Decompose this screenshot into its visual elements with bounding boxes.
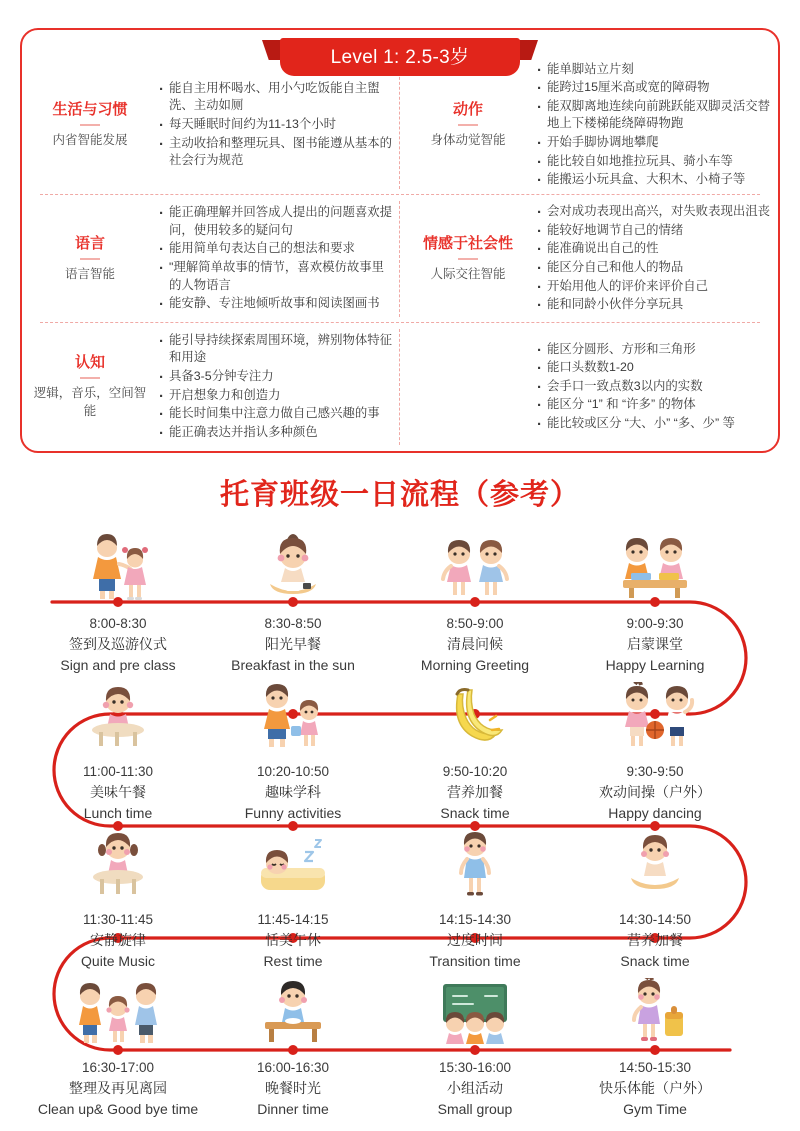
two-children-greeting-icon <box>385 528 565 600</box>
schedule-item[interactable] <box>565 824 745 972</box>
schedule-item[interactable] <box>385 676 565 824</box>
schedule-labels <box>565 1044 745 1120</box>
schedule-time: 8:50-9:00 <box>446 616 504 631</box>
skill-category-subtitle: 逻辑，音乐，空间智能 <box>33 385 147 419</box>
standing-child-icon <box>385 824 565 896</box>
schedule-item[interactable] <box>28 972 208 1120</box>
schedule-name-cn: 安静旋律 <box>90 932 146 949</box>
schedule-time: 10:20-10:50 <box>256 764 330 779</box>
schedule-name-cn: 趣味学科 <box>265 784 321 801</box>
schedule-labels <box>385 600 565 676</box>
schedule-name-en: Funny activities <box>244 805 342 822</box>
schedule-labels <box>203 1044 383 1120</box>
skills-grid <box>22 56 778 451</box>
divider <box>80 124 100 126</box>
schedule-labels <box>28 896 208 972</box>
child-dinner-icon <box>203 972 383 1044</box>
schedule-title: 托育班级一日流程（参考） <box>219 479 580 511</box>
schedule-labels <box>565 600 745 676</box>
skill-block-cognition <box>22 323 400 451</box>
schedule-name-en: Snack time <box>440 805 510 822</box>
skill-category-title: 情感于社会性 <box>422 235 513 252</box>
skill-bullet: · 开启想象力和创造力 <box>158 387 394 405</box>
level-banner <box>262 38 538 80</box>
schedule-time: 14:30-14:50 <box>618 912 692 927</box>
schedule-name-cn: 美味午餐 <box>90 784 146 801</box>
schedule-name-cn: 营养加餐 <box>627 932 683 949</box>
schedule-name-en: Rest time <box>263 953 323 970</box>
teacher-activity-icon <box>203 676 383 748</box>
schedule-item[interactable] <box>565 972 745 1120</box>
skills-row <box>22 323 778 451</box>
schedule-item[interactable] <box>203 676 383 824</box>
child-gym-icon <box>565 972 745 1044</box>
skill-bullet: · 能自主用杯喝水、用小勺吃饭能自主盥洗、主动如厕 <box>158 80 394 115</box>
schedule-time: 9:00-9:30 <box>626 616 684 631</box>
level-title: Level 1: 2.5-3岁 <box>330 46 470 68</box>
banana-icon <box>385 676 565 748</box>
divider <box>458 124 478 126</box>
schedule-name-cn: 恬美午休 <box>265 932 321 949</box>
schedule-name-en: Transition time <box>429 953 521 970</box>
schedule-labels <box>565 748 745 824</box>
schedule-time: 11:00-11:30 <box>82 764 154 779</box>
skill-bullet: · 能比较自如地推拉玩具、骑小车等 <box>536 153 772 171</box>
child-snack-icon <box>565 824 745 896</box>
schedule-time: 8:00-8:30 <box>89 616 147 631</box>
schedule-name-en: Quite Music <box>81 953 155 970</box>
child-sleeping-icon <box>203 824 383 896</box>
schedule-time: 15:30-16:00 <box>438 1060 512 1075</box>
skill-category-subtitle: 内省智能发展 <box>52 133 128 148</box>
skill-bullet: · 主动收拾和整理玩具、图书能遵从基本的社会行为规范 <box>158 135 394 170</box>
timeline-row <box>0 528 800 676</box>
schedule-name-cn: 营养加餐 <box>447 784 503 801</box>
skill-bullet: · 能和同龄小伙伴分享玩具 <box>536 296 772 314</box>
skill-bullet: · 开始用他人的评价来评价自己 <box>536 278 772 296</box>
skill-bullet: · 能比较或区分 “大、小” “多、少” 等 <box>536 415 772 433</box>
skill-block-emotion-social <box>400 195 778 324</box>
skill-bullet: · 能用简单句表达自己的想法和要求 <box>158 240 394 258</box>
skill-bullet: · 能口头数数1-20 <box>536 359 772 377</box>
divider <box>80 377 100 379</box>
schedule-item[interactable] <box>385 528 565 676</box>
skill-category <box>28 101 156 149</box>
skills-row <box>22 195 778 324</box>
schedule-name-en: Dinner time <box>257 1101 329 1118</box>
skill-bullet: · 能区分自己和他人的物品 <box>536 259 772 277</box>
skill-category <box>406 235 534 283</box>
schedule-name-en: Morning Greeting <box>420 657 530 674</box>
schedule-item[interactable] <box>565 676 745 824</box>
schedule-time: 8:30-8:50 <box>264 616 322 631</box>
schedule-name-cn: 阳光早餐 <box>265 636 321 653</box>
skill-bullet-list <box>156 80 394 171</box>
schedule-name-cn: 过度时间 <box>447 932 503 949</box>
schedule-labels <box>28 600 208 676</box>
child-at-table-icon <box>28 824 208 896</box>
skill-bullet: · 每天睡眠时间约为11-13个小时 <box>158 116 394 134</box>
skill-bullet-list <box>156 204 394 314</box>
divider <box>458 258 478 260</box>
skill-bullet: · 能单脚站立片刻 <box>536 61 772 79</box>
schedule-name-en: Snack time <box>620 953 690 970</box>
schedule-time: 9:30-9:50 <box>626 764 684 779</box>
skill-category <box>406 101 534 149</box>
skill-bullet-list <box>156 332 394 443</box>
child-lunch-icon <box>28 676 208 748</box>
schedule-name-cn: 晚餐时光 <box>265 1080 321 1097</box>
schedule-labels <box>203 896 383 972</box>
schedule-time: 16:30-17:00 <box>81 1060 155 1075</box>
skills-card <box>20 28 780 453</box>
schedule-labels <box>28 748 208 824</box>
schedule-labels <box>385 1044 565 1120</box>
skill-bullet: · 会手口一致点数3以内的实数 <box>536 378 772 396</box>
skill-bullet: · 能区分 “1” 和 “许多” 的物体 <box>536 396 772 414</box>
schedule-time: 11:30-11:45 <box>82 912 154 927</box>
family-goodbye-icon <box>28 972 208 1044</box>
child-eating-icon <box>203 528 383 600</box>
schedule-name-en: Small group <box>437 1101 513 1118</box>
schedule-time: 16:00-16:30 <box>256 1060 330 1075</box>
skill-bullet: · 能长时间集中注意力做自己感兴趣的事 <box>158 405 394 423</box>
skill-block-cognition-extra <box>400 323 778 451</box>
skill-bullet-list <box>534 203 772 315</box>
schedule-name-en: Happy Learning <box>605 657 705 674</box>
skill-category-subtitle: 语言智能 <box>64 266 115 281</box>
schedule-name-cn: 快乐体能（户外） <box>599 1080 711 1097</box>
skill-bullet: · 能正确表达并指认多种颜色 <box>158 424 394 442</box>
schedule-time: 9:50-10:20 <box>442 764 508 779</box>
schedule-time: 14:50-15:30 <box>618 1060 692 1075</box>
skill-bullet-list <box>534 61 772 190</box>
schedule-time: 14:15-14:30 <box>438 912 512 927</box>
schedule-item[interactable] <box>385 824 565 972</box>
schedule-name-cn: 整理及再见离园 <box>69 1080 167 1097</box>
schedule-name-cn: 清晨问候 <box>447 636 503 653</box>
schedule-labels <box>565 896 745 972</box>
schedule-item[interactable] <box>28 824 208 972</box>
schedule-labels <box>385 896 565 972</box>
schedule-item[interactable] <box>28 676 208 824</box>
teacher-and-child-icon <box>28 528 208 600</box>
skill-bullet: · 能较好地调节自己的情绪 <box>536 222 772 240</box>
skill-category <box>28 235 156 283</box>
skill-block-language <box>22 195 400 324</box>
schedule-item[interactable] <box>385 972 565 1120</box>
schedule-item[interactable] <box>203 528 383 676</box>
skill-category-title: 语言 <box>74 235 105 252</box>
schedule-item[interactable] <box>28 528 208 676</box>
skill-bullet: · 能双脚离地连续向前跳跃能双脚灵活交替地上下楼梯能绕障碍物跑 <box>536 98 772 133</box>
skill-category <box>28 354 156 420</box>
daily-schedule-timeline <box>0 510 800 1130</box>
skill-bullet: · 能安静、专注地倾听故事和阅读图画书 <box>158 295 394 313</box>
schedule-name-en: Lunch time <box>83 805 153 822</box>
skill-bullet: · 能引导持续探索周围环境，辨别物体特征和用途 <box>158 332 394 367</box>
skill-bullet-list <box>534 341 772 434</box>
skill-bullet: · 能区分圆形、方形和三角形 <box>536 341 772 359</box>
children-ball-icon <box>565 676 745 748</box>
schedule-labels <box>203 748 383 824</box>
skill-category-title: 动作 <box>452 101 483 119</box>
skill-bullet: · 能正确理解并回答成人提出的问题喜欢提问，使用较多的疑问句 <box>158 204 394 239</box>
group-blackboard-icon <box>385 972 565 1044</box>
timeline-row <box>0 972 800 1120</box>
schedule-time: 11:45-14:15 <box>257 912 329 927</box>
schedule-name-cn: 欢动间操（户外） <box>599 784 711 801</box>
schedule-labels <box>28 1044 208 1120</box>
schedule-labels <box>385 748 565 824</box>
skill-category-subtitle: 人际交往智能 <box>430 266 506 281</box>
timeline-row <box>0 676 800 824</box>
skill-bullet: · 开始手脚协调地攀爬 <box>536 134 772 152</box>
divider <box>80 258 100 260</box>
schedule-name-en: Gym Time <box>623 1101 687 1118</box>
skill-bullet: · "理解简单故事的情节，喜欢模仿故事里的人物语言 <box>158 259 394 294</box>
schedule-name-en: Clean up& Good bye time <box>37 1101 199 1118</box>
skill-category-title: 认知 <box>74 354 105 372</box>
schedule-name-cn: 签到及巡游仪式 <box>69 636 167 653</box>
children-learning-icon <box>565 528 745 600</box>
schedule-name-cn: 启蒙课堂 <box>627 636 683 653</box>
skill-bullet: · 会对成功表现出高兴，对失败表现出沮丧 <box>536 203 772 221</box>
timeline-row <box>0 824 800 972</box>
ribbon-body <box>280 38 520 76</box>
schedule-name-en: Sign and pre class <box>60 657 176 674</box>
schedule-name-cn: 小组活动 <box>447 1080 503 1097</box>
schedule-name-en: Breakfast in the sun <box>231 657 355 674</box>
skill-category-title: 生活与习惯 <box>52 101 128 119</box>
skill-bullet: · 能搬运小玩具盒、大积木、小椅子等 <box>536 171 772 189</box>
schedule-item[interactable] <box>203 824 383 972</box>
schedule-labels <box>203 600 383 676</box>
skill-bullet: · 具备3-5分钟专注力 <box>158 368 394 386</box>
skill-category-subtitle: 身体动觉智能 <box>430 133 506 148</box>
schedule-name-en: Happy dancing <box>608 805 702 822</box>
skill-bullet: · 能准确说出自己的性 <box>536 240 772 258</box>
skill-bullet: · 能跨过15厘米高或宽的障碍物 <box>536 79 772 97</box>
schedule-item[interactable] <box>203 972 383 1120</box>
schedule-item[interactable] <box>565 528 745 676</box>
